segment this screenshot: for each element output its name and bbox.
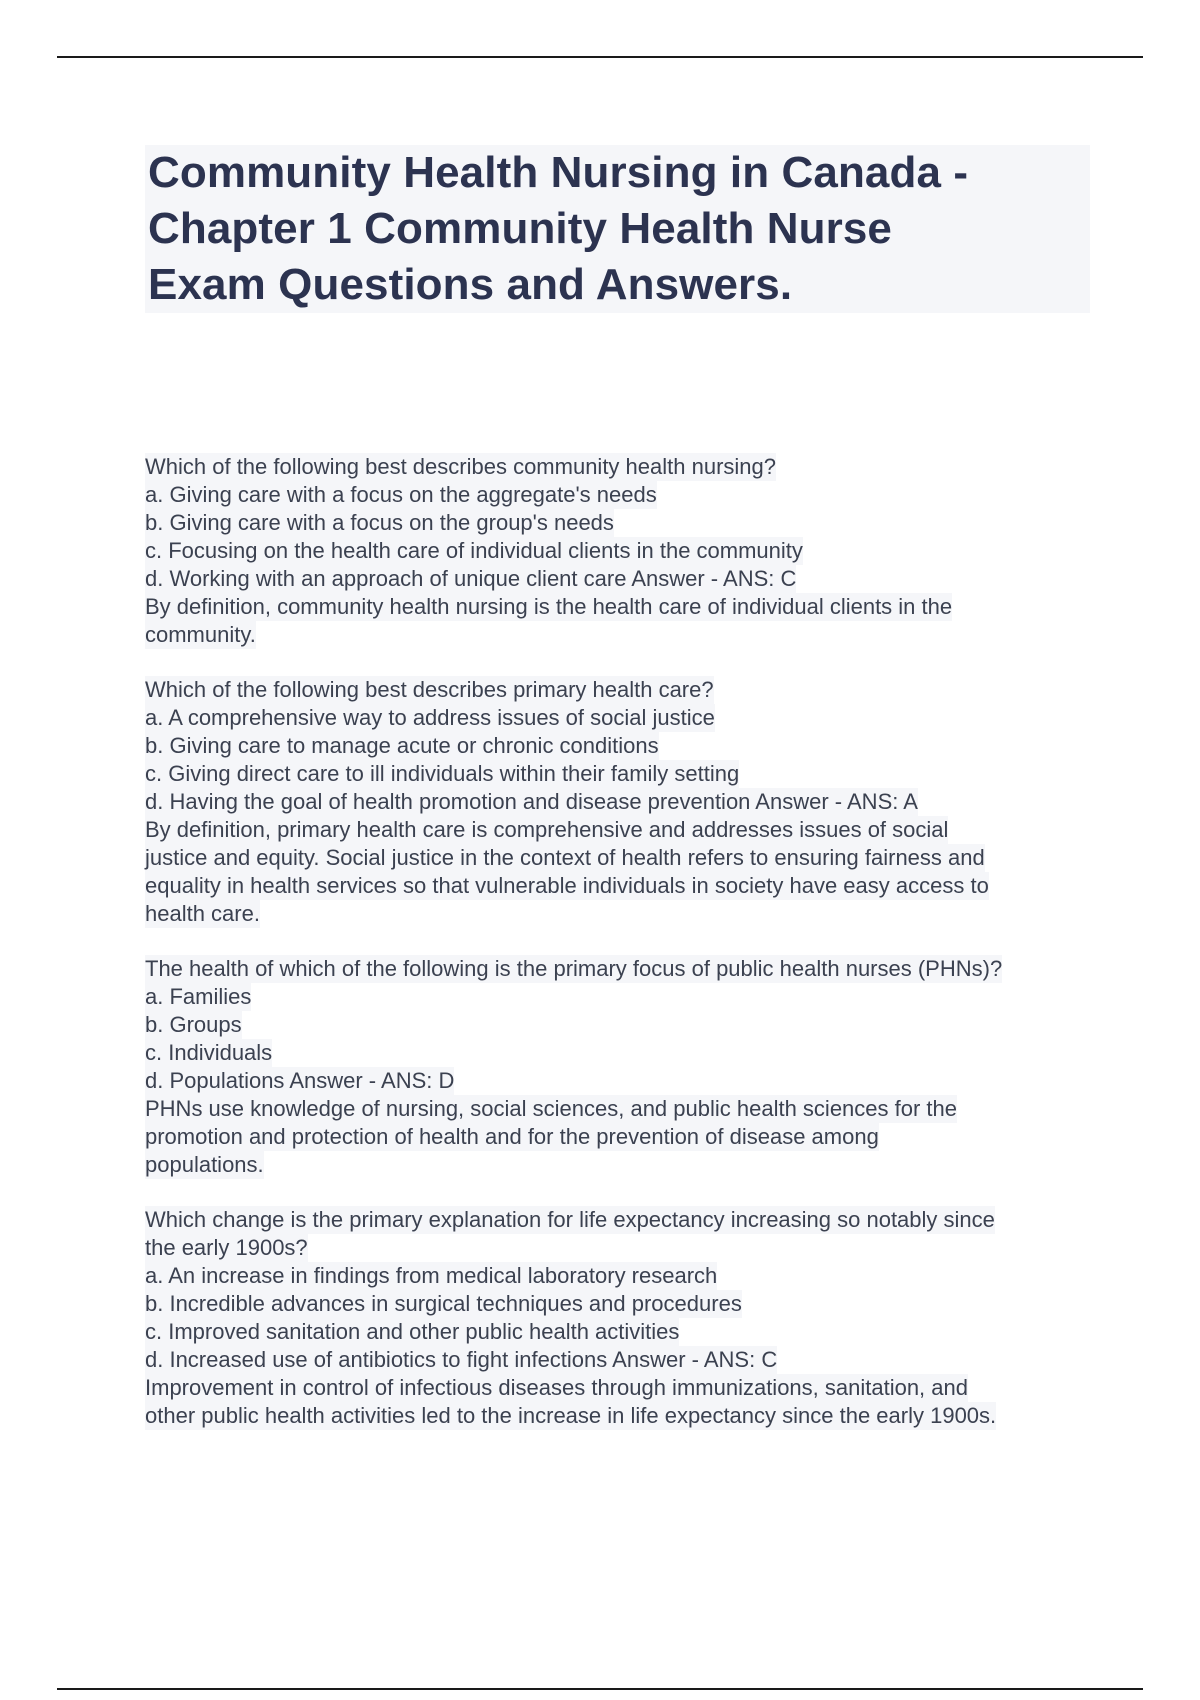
title-line: Community Health Nursing in Canada - bbox=[148, 148, 969, 197]
question-text: Which of the following best describes primary health care? bbox=[145, 677, 714, 702]
question-block-3 bbox=[145, 955, 1100, 1179]
bottom-rule bbox=[57, 1688, 1143, 1690]
answer-option: c. Individuals bbox=[145, 1040, 273, 1065]
answer-option: c. Improved sanitation and other public health activities bbox=[145, 1319, 680, 1344]
answer-option: c. Giving direct care to ill individuals within their family setting bbox=[145, 761, 740, 786]
rationale-text: PHNs use knowledge of nursing, social sciences, and public health sciences for the bbox=[145, 1096, 958, 1121]
title-line: Chapter 1 Community Health Nurse bbox=[148, 204, 893, 253]
answer-option: c. Focusing on the health care of individual clients in the community bbox=[145, 538, 803, 563]
document-title-block bbox=[145, 145, 1090, 313]
title-line: Exam Questions and Answers. bbox=[148, 260, 793, 309]
question-block-1 bbox=[145, 453, 1100, 649]
answer-option: b. Incredible advances in surgical techniques and procedures bbox=[145, 1291, 742, 1316]
answer-option: b. Groups bbox=[145, 1012, 242, 1037]
answer-option-with-key: d. Working with an approach of unique client care Answer - ANS: C bbox=[145, 566, 797, 591]
rationale-text: health care. bbox=[145, 901, 260, 926]
answer-option: b. Giving care with a focus on the group's needs bbox=[145, 510, 614, 535]
question-text: Which of the following best describes community health nursing? bbox=[145, 454, 776, 479]
answer-option-with-key: d. Increased use of antibiotics to fight infections Answer - ANS: C bbox=[145, 1347, 778, 1372]
answer-option-with-key: d. Having the goal of health promotion and disease prevention Answer - ANS: A bbox=[145, 789, 918, 814]
rationale-text: equality in health services so that vulnerable individuals in society have easy access to bbox=[145, 873, 989, 898]
rationale-text: populations. bbox=[145, 1152, 264, 1177]
answer-option: a. Families bbox=[145, 984, 252, 1009]
answer-option: a. An increase in findings from medical laboratory research bbox=[145, 1263, 718, 1288]
questions-list bbox=[145, 453, 1100, 1457]
rationale-text: Improvement in control of infectious diseases through immunizations, sanitation, and bbox=[145, 1375, 968, 1400]
question-block-4 bbox=[145, 1206, 1100, 1430]
rationale-text: By definition, community health nursing is the health care of individual clients in the bbox=[145, 594, 953, 619]
rationale-text: promotion and protection of health and for the prevention of disease among bbox=[145, 1124, 879, 1149]
question-text: Which change is the primary explanation for life expectancy increasing so notably since bbox=[145, 1207, 995, 1232]
question-text: the early 1900s? bbox=[145, 1235, 308, 1260]
answer-option: a. Giving care with a focus on the aggregate's needs bbox=[145, 482, 657, 507]
rationale-text: community. bbox=[145, 622, 256, 647]
rationale-text: By definition, primary health care is comprehensive and addresses issues of social bbox=[145, 817, 949, 842]
document-title bbox=[148, 145, 1087, 313]
question-block-2 bbox=[145, 676, 1100, 928]
answer-option: a. A comprehensive way to address issues of social justice bbox=[145, 705, 715, 730]
rationale-text: justice and equity. Social justice in the context of health refers to ensuring fairness and bbox=[145, 845, 985, 870]
answer-option: b. Giving care to manage acute or chronic conditions bbox=[145, 733, 659, 758]
answer-option-with-key: d. Populations Answer - ANS: D bbox=[145, 1068, 455, 1093]
rationale-text: other public health activities led to the increase in life expectancy since the early 1900s. bbox=[145, 1403, 997, 1428]
question-text: The health of which of the following is the primary focus of public health nurses (PHNs)? bbox=[145, 956, 1003, 981]
top-rule bbox=[57, 56, 1143, 58]
